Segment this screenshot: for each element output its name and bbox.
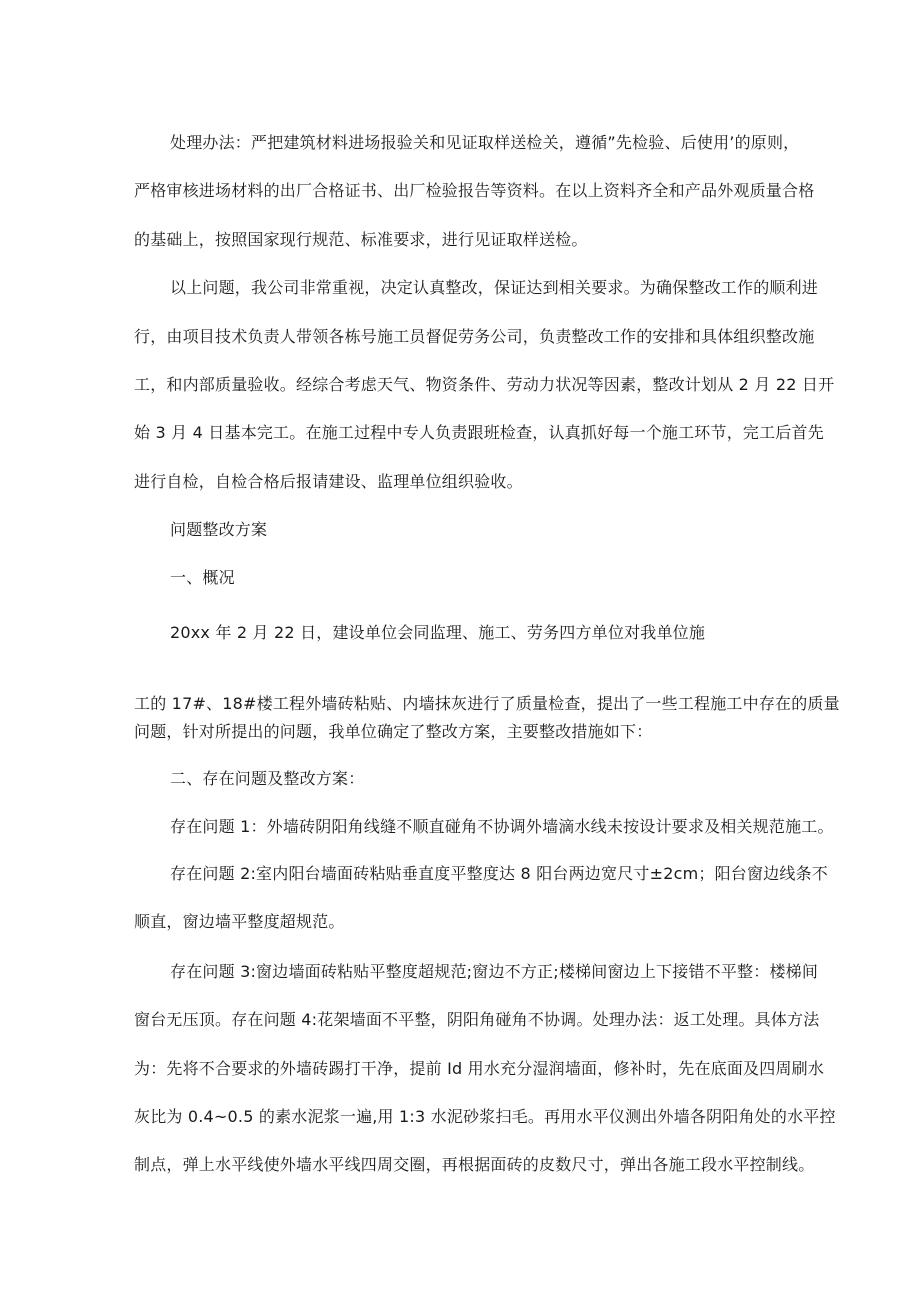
text-line: 处理办法：严把建筑材料进场报验关和见证取样送检关，遵循”先检验、后使用’的原则， [170,133,800,152]
text-line: 工的 17#、18#楼工程外墙砖粘贴、内墙抹灰进行了质量检查，提出了一些工程施工中存在的质量 [134,694,840,713]
text-line: 存在问题 1：外墙砖阴阳角线缝不顺直碰角不协调外墙滴水线未按设计要求及相关规范施工。 [170,817,834,836]
text-line: 问题，针对所提出的问题，我单位确定了整改方案，主要整改措施如下： [134,722,653,741]
text-line: 存在问题 3:窗边墙面砖粘贴平整度超规范;窗边不方正;楼梯间窗边上下接错不平整：楼梯间 [170,962,819,981]
text-line: 灰比为 0.4~0.5 的素水泥浆一遍,用 1:3 水泥砂浆扫毛。再用水平仪测出外墙各阴阳角处的水平控 [134,1107,836,1126]
text-line: 为：先将不合要求的外墙砖踢打干净，提前 Id 用水充分湿润墙面，修补时，先在底面及四周刷水 [134,1059,825,1078]
text-line: 行，由项目技术负责人带领各栋号施工员督促劳务公司，负责整改工作的安排和具体组织整改施 [134,327,815,346]
text-line: 始 3 月 4 日基本完工。在施工过程中专人负责跟班检查，认真抓好每一个施工环节，完工后首先 [134,423,824,442]
text-line: 窗台无压顶。存在问题 4:花架墙面不平整，阴阳角碰角不协调。处理办法：返工处理。具体方法 [134,1010,820,1029]
text-line: 制点，弹上水平线使外墙水平线四周交圈，再根据面砖的皮数尺寸，弹出各施工段水平控制线。 [134,1155,815,1174]
text-line: 的基础上，按照国家现行规范、标准要求，进行见证取样送检。 [134,230,588,249]
text-line: 严格审核进场材料的出厂合格证书、出厂检验报告等资料。在以上资料齐全和产品外观质量合格 [134,181,815,200]
text-line: 20xx 年 2 月 22 日，建设单位会同监理、施工、劳务四方单位对我单位施 [170,623,706,642]
text-line: 顺直，窗边墙平整度超规范。 [134,912,345,931]
text-line: 工，和内部质量验收。经综合考虑天气、物资条件、劳动力状况等因素，整改计划从 2 月 22 日开 [134,375,835,394]
text-line: 进行自检，自检合格后报请建设、监理单位组织验收。 [134,472,523,491]
text-line: 存在问题 2:室内阳台墙面砖粘贴垂直度平整度达 8 阳台两边宽尺寸±2cm；阳台窗边线条不 [170,864,828,883]
text-line: 以上问题，我公司非常重视，决定认真整改，保证达到相关要求。为确保整改工作的顺利进 [170,278,819,297]
section-heading: 二、存在问题及整改方案： [170,769,365,788]
section-heading: 问题整改方案 [170,520,268,539]
section-heading: 一、概况 [170,568,235,587]
